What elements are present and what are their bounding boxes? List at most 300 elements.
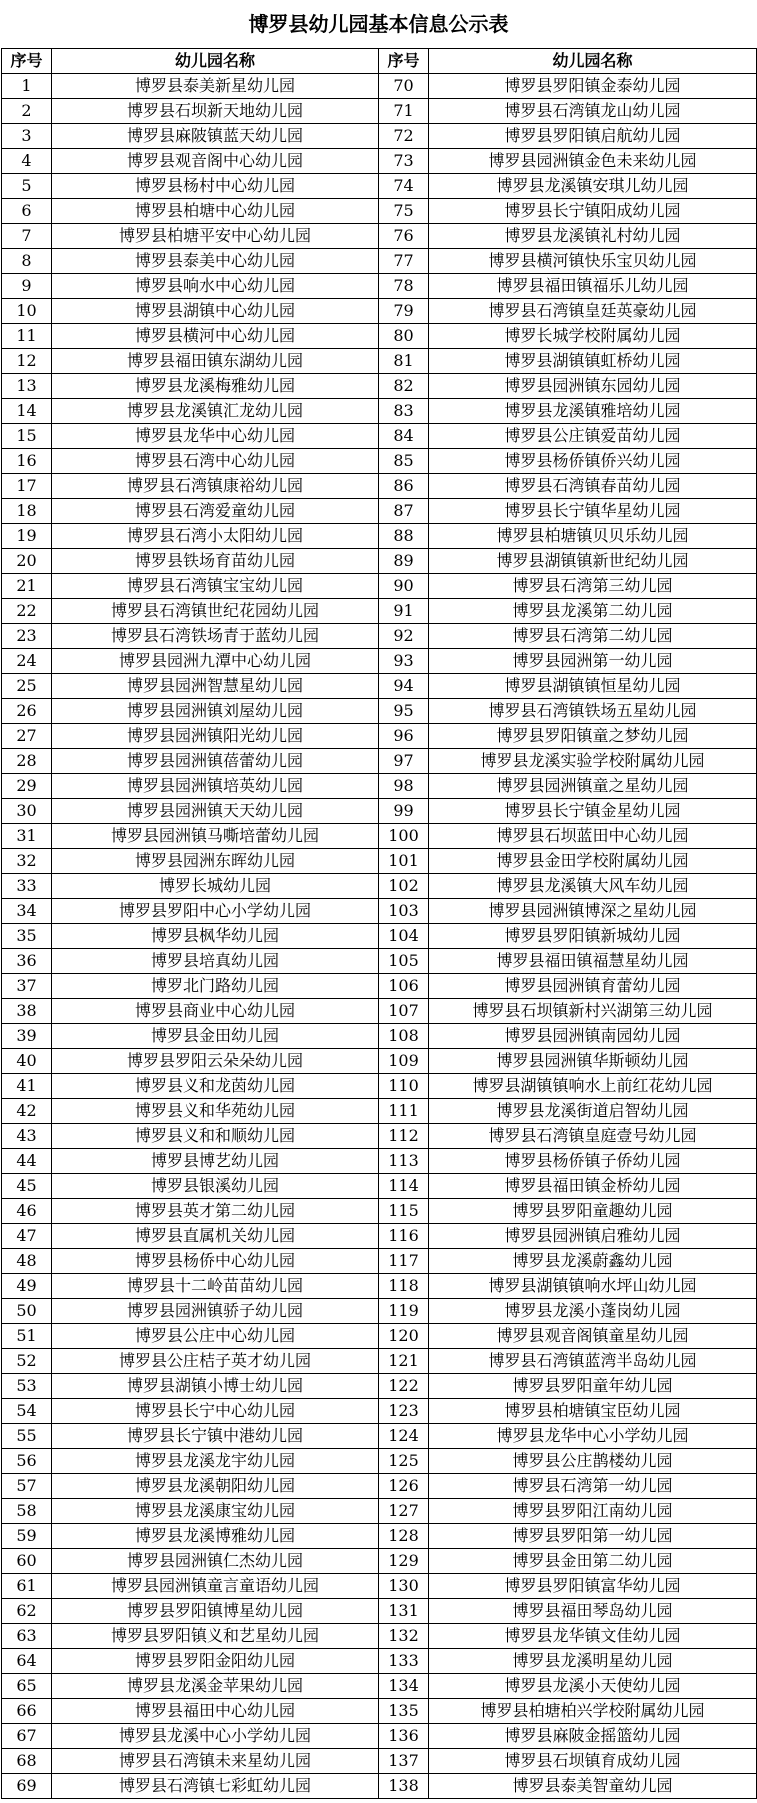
row-number-right: 105 [379,949,429,974]
table-row [2,74,757,99]
row-number-left: 25 [2,674,52,699]
kindergarten-name-right: 博罗县石湾第二幼儿园 [429,624,757,649]
header-no-right: 序号 [379,49,429,74]
kindergarten-name-right: 博罗县金田第二幼儿园 [429,1549,757,1574]
row-number-left: 66 [2,1699,52,1724]
table-row [2,574,757,599]
kindergarten-name-left: 博罗县园洲镇蓓蕾幼儿园 [52,749,379,774]
kindergarten-name-right: 博罗县园洲镇南园幼儿园 [429,1024,757,1049]
kindergarten-name-left: 博罗县罗阳金阳幼儿园 [52,1649,379,1674]
kindergarten-name-right: 博罗县龙溪街道启智幼儿园 [429,1099,757,1124]
row-number-left: 13 [2,374,52,399]
table-row [2,1524,757,1549]
table-row [2,1424,757,1449]
kindergarten-name-right: 博罗县罗阳镇新城幼儿园 [429,924,757,949]
kindergarten-name-right: 博罗县石坝镇育成幼儿园 [429,1749,757,1774]
table-row [2,949,757,974]
row-number-right: 109 [379,1049,429,1074]
kindergarten-name-right: 博罗县龙溪镇礼村幼儿园 [429,224,757,249]
table-row [2,1624,757,1649]
kindergarten-name-left: 博罗县十二岭苗苗幼儿园 [52,1274,379,1299]
row-number-left: 31 [2,824,52,849]
kindergarten-name-right: 博罗县石湾镇蓝湾半岛幼儿园 [429,1349,757,1374]
kindergarten-name-right: 博罗县福田琴岛幼儿园 [429,1599,757,1624]
table-row [2,549,757,574]
row-number-left: 4 [2,149,52,174]
row-number-left: 33 [2,874,52,899]
kindergarten-name-right: 博罗县园洲第一幼儿园 [429,649,757,674]
kindergarten-name-left: 博罗县园洲镇马嘶培蕾幼儿园 [52,824,379,849]
kindergarten-name-left: 博罗县泰美新星幼儿园 [52,74,379,99]
page-title: 博罗县幼儿园基本信息公示表 [248,12,509,36]
row-number-left: 60 [2,1549,52,1574]
table-row [2,974,757,999]
kindergarten-name-right: 博罗长城学校附属幼儿园 [429,324,757,349]
kindergarten-name-right: 博罗县石湾镇皇廷英豪幼儿园 [429,299,757,324]
row-number-left: 28 [2,749,52,774]
row-number-left: 18 [2,499,52,524]
row-number-right: 111 [379,1099,429,1124]
kindergarten-name-left: 博罗县园洲镇天天幼儿园 [52,799,379,824]
row-number-right: 104 [379,924,429,949]
table-row [2,1274,757,1299]
row-number-right: 101 [379,849,429,874]
table-row [2,1324,757,1349]
table-row [2,174,757,199]
row-number-left: 17 [2,474,52,499]
row-number-left: 34 [2,899,52,924]
row-number-right: 88 [379,524,429,549]
table-row [2,124,757,149]
row-number-right: 125 [379,1449,429,1474]
kindergarten-name-right: 博罗县罗阳第一幼儿园 [429,1524,757,1549]
table-row [2,1349,757,1374]
kindergarten-name-right: 博罗县罗阳镇金泰幼儿园 [429,74,757,99]
row-number-left: 19 [2,524,52,549]
table-row [2,1074,757,1099]
row-number-right: 124 [379,1424,429,1449]
table-row [2,1024,757,1049]
row-number-right: 122 [379,1374,429,1399]
row-number-right: 82 [379,374,429,399]
kindergarten-name-right: 博罗县石湾镇铁场五星幼儿园 [429,699,757,724]
kindergarten-name-right: 博罗县园洲镇启雅幼儿园 [429,1224,757,1249]
kindergarten-name-left: 博罗县商业中心幼儿园 [52,999,379,1024]
row-number-left: 39 [2,1024,52,1049]
kindergarten-name-right: 博罗县泰美智童幼儿园 [429,1774,757,1799]
row-number-right: 126 [379,1474,429,1499]
row-number-right: 79 [379,299,429,324]
row-number-left: 1 [2,74,52,99]
kindergarten-name-left: 博罗县园洲镇阳光幼儿园 [52,724,379,749]
table-row [2,849,757,874]
kindergarten-name-left: 博罗县义和龙茵幼儿园 [52,1074,379,1099]
kindergarten-name-right: 博罗县柏塘镇贝贝乐幼儿园 [429,524,757,549]
row-number-right: 103 [379,899,429,924]
row-number-left: 40 [2,1049,52,1074]
table-row [2,1374,757,1399]
table-row [2,1574,757,1599]
row-number-right: 133 [379,1649,429,1674]
table-row [2,199,757,224]
kindergarten-name-left: 博罗县长宁中心幼儿园 [52,1399,379,1424]
table-row [2,1599,757,1624]
kindergarten-name-left: 博罗县杨村中心幼儿园 [52,174,379,199]
row-number-left: 8 [2,249,52,274]
row-number-left: 69 [2,1774,52,1799]
row-number-right: 107 [379,999,429,1024]
table-row [2,349,757,374]
kindergarten-name-right: 博罗县柏塘柏兴学校附属幼儿园 [429,1699,757,1724]
row-number-left: 38 [2,999,52,1024]
table-row [2,1399,757,1424]
table-row [2,1199,757,1224]
kindergarten-name-left: 博罗县罗阳镇博星幼儿园 [52,1599,379,1624]
row-number-left: 2 [2,99,52,124]
row-number-right: 100 [379,824,429,849]
table-row [2,324,757,349]
kindergarten-name-left: 博罗县龙华中心幼儿园 [52,424,379,449]
row-number-left: 23 [2,624,52,649]
kindergarten-name-left: 博罗县石湾镇宝宝幼儿园 [52,574,379,599]
row-number-right: 71 [379,99,429,124]
row-number-left: 43 [2,1124,52,1149]
row-number-left: 12 [2,349,52,374]
kindergarten-name-right: 博罗县罗阳镇启航幼儿园 [429,124,757,149]
row-number-right: 127 [379,1499,429,1524]
kindergarten-name-right: 博罗县园洲镇东园幼儿园 [429,374,757,399]
row-number-right: 95 [379,699,429,724]
kindergarten-name-left: 博罗县麻陂镇蓝天幼儿园 [52,124,379,149]
kindergarten-name-left: 博罗县金田幼儿园 [52,1024,379,1049]
table-row [2,649,757,674]
row-number-left: 20 [2,549,52,574]
kindergarten-name-left: 博罗县柏塘中心幼儿园 [52,199,379,224]
table-row [2,774,757,799]
table-row [2,1774,757,1799]
table-row [2,1099,757,1124]
row-number-left: 58 [2,1499,52,1524]
row-number-left: 45 [2,1174,52,1199]
kindergarten-name-left: 博罗县石湾镇世纪花园幼儿园 [52,599,379,624]
table-row [2,149,757,174]
table-row [2,499,757,524]
table-row [2,249,757,274]
row-number-right: 134 [379,1674,429,1699]
row-number-right: 90 [379,574,429,599]
kindergarten-name-left: 博罗县罗阳镇义和艺星幼儿园 [52,1624,379,1649]
kindergarten-name-left: 博罗县长宁镇中港幼儿园 [52,1424,379,1449]
row-number-left: 57 [2,1474,52,1499]
row-number-right: 75 [379,199,429,224]
table-body [2,74,757,1799]
row-number-right: 93 [379,649,429,674]
kindergarten-name-left: 博罗县石湾镇康裕幼儿园 [52,474,379,499]
table-header-row [2,49,757,74]
kindergarten-name-left: 博罗县直属机关幼儿园 [52,1224,379,1249]
row-number-left: 26 [2,699,52,724]
row-number-right: 84 [379,424,429,449]
row-number-left: 32 [2,849,52,874]
row-number-right: 76 [379,224,429,249]
table-row [2,674,757,699]
row-number-right: 77 [379,249,429,274]
table-row [2,1499,757,1524]
kindergarten-name-left: 博罗县龙溪金苹果幼儿园 [52,1674,379,1699]
kindergarten-name-left: 博罗县园洲镇培英幼儿园 [52,774,379,799]
header-name-right: 幼儿园名称 [429,49,757,74]
kindergarten-name-left: 博罗县英才第二幼儿园 [52,1199,379,1224]
kindergarten-name-right: 博罗县龙溪小天使幼儿园 [429,1674,757,1699]
row-number-left: 21 [2,574,52,599]
kindergarten-name-left: 博罗县石湾镇未来星幼儿园 [52,1749,379,1774]
table-row [2,1674,757,1699]
kindergarten-name-right: 博罗县龙溪第二幼儿园 [429,599,757,624]
row-number-left: 61 [2,1574,52,1599]
kindergarten-name-left: 博罗县石湾镇七彩虹幼儿园 [52,1774,379,1799]
table-row [2,1649,757,1674]
row-number-right: 118 [379,1274,429,1299]
kindergarten-name-right: 博罗县龙溪蔚鑫幼儿园 [429,1249,757,1274]
kindergarten-name-right: 博罗县长宁镇华星幼儿园 [429,499,757,524]
table-row [2,599,757,624]
kindergarten-name-right: 博罗县石湾第三幼儿园 [429,574,757,599]
table-row [2,899,757,924]
table-row [2,1249,757,1274]
kindergarten-name-right: 博罗县湖镇镇恒星幼儿园 [429,674,757,699]
row-number-right: 81 [379,349,429,374]
table-row [2,1224,757,1249]
row-number-left: 64 [2,1649,52,1674]
row-number-right: 99 [379,799,429,824]
row-number-right: 87 [379,499,429,524]
row-number-left: 15 [2,424,52,449]
table-row [2,299,757,324]
kindergarten-name-right: 博罗县罗阳江南幼儿园 [429,1499,757,1524]
row-number-left: 9 [2,274,52,299]
row-number-right: 102 [379,874,429,899]
kindergarten-name-right: 博罗县柏塘镇宝臣幼儿园 [429,1399,757,1424]
row-number-left: 5 [2,174,52,199]
row-number-left: 50 [2,1299,52,1324]
row-number-right: 89 [379,549,429,574]
kindergarten-name-right: 博罗县罗阳童趣幼儿园 [429,1199,757,1224]
kindergarten-name-right: 博罗县湖镇镇虹桥幼儿园 [429,349,757,374]
row-number-left: 47 [2,1224,52,1249]
row-number-left: 63 [2,1624,52,1649]
row-number-left: 59 [2,1524,52,1549]
kindergarten-name-right: 博罗县横河镇快乐宝贝幼儿园 [429,249,757,274]
row-number-left: 49 [2,1274,52,1299]
kindergarten-name-left: 博罗县龙溪博雅幼儿园 [52,1524,379,1549]
row-number-right: 115 [379,1199,429,1224]
row-number-right: 137 [379,1749,429,1774]
kindergarten-name-right: 博罗县杨侨镇侨兴幼儿园 [429,449,757,474]
row-number-right: 106 [379,974,429,999]
header-name-left: 幼儿园名称 [52,49,379,74]
kindergarten-name-right: 博罗县园洲镇博深之星幼儿园 [429,899,757,924]
kindergarten-name-left: 博罗县龙溪中心小学幼儿园 [52,1724,379,1749]
kindergarten-name-left: 博罗县园洲智慧星幼儿园 [52,674,379,699]
row-number-left: 6 [2,199,52,224]
kindergarten-name-left: 博罗县公庄中心幼儿园 [52,1324,379,1349]
row-number-right: 92 [379,624,429,649]
row-number-left: 36 [2,949,52,974]
kindergarten-name-left: 博罗县柏塘平安中心幼儿园 [52,224,379,249]
row-number-left: 29 [2,774,52,799]
row-number-right: 131 [379,1599,429,1624]
row-number-right: 83 [379,399,429,424]
row-number-left: 22 [2,599,52,624]
kindergarten-name-left: 博罗县湖镇小博士幼儿园 [52,1374,379,1399]
table-row [2,874,757,899]
row-number-right: 120 [379,1324,429,1349]
row-number-right: 129 [379,1549,429,1574]
table-row [2,749,757,774]
table-row [2,1724,757,1749]
row-number-left: 52 [2,1349,52,1374]
kindergarten-name-right: 博罗县龙溪明星幼儿园 [429,1649,757,1674]
kindergarten-name-left: 博罗县龙溪龙宇幼儿园 [52,1449,379,1474]
table-row [2,1299,757,1324]
kindergarten-name-left: 博罗县石湾铁场青于蓝幼儿园 [52,624,379,649]
row-number-right: 97 [379,749,429,774]
row-number-right: 130 [379,1574,429,1599]
kindergarten-name-left: 博罗县义和和顺幼儿园 [52,1124,379,1149]
table-row [2,224,757,249]
row-number-right: 73 [379,149,429,174]
kindergarten-name-right: 博罗县石湾第一幼儿园 [429,1474,757,1499]
row-number-left: 42 [2,1099,52,1124]
table-row [2,1749,757,1774]
row-number-left: 11 [2,324,52,349]
table-row [2,1549,757,1574]
row-number-left: 54 [2,1399,52,1424]
kindergarten-name-left: 博罗县湖镇中心幼儿园 [52,299,379,324]
row-number-left: 7 [2,224,52,249]
kindergarten-name-right: 博罗县湖镇镇新世纪幼儿园 [429,549,757,574]
row-number-right: 113 [379,1149,429,1174]
row-number-left: 16 [2,449,52,474]
kindergarten-name-left: 博罗县罗阳中心小学幼儿园 [52,899,379,924]
kindergarten-name-left: 博罗县泰美中心幼儿园 [52,249,379,274]
row-number-left: 14 [2,399,52,424]
row-number-left: 68 [2,1749,52,1774]
table-row [2,1474,757,1499]
table-row [2,524,757,549]
table-row [2,699,757,724]
kindergarten-name-left: 博罗县园洲镇刘屋幼儿园 [52,699,379,724]
table-row [2,1149,757,1174]
kindergarten-name-left: 博罗县横河中心幼儿园 [52,324,379,349]
kindergarten-name-left: 博罗县园洲九潭中心幼儿园 [52,649,379,674]
kindergarten-name-left: 博罗县铁场育苗幼儿园 [52,549,379,574]
row-number-right: 98 [379,774,429,799]
row-number-left: 67 [2,1724,52,1749]
kindergarten-name-left: 博罗北门路幼儿园 [52,974,379,999]
kindergarten-name-right: 博罗县石坝蓝田中心幼儿园 [429,824,757,849]
row-number-left: 55 [2,1424,52,1449]
kindergarten-name-right: 博罗县园洲镇育蕾幼儿园 [429,974,757,999]
table-row [2,1699,757,1724]
row-number-right: 74 [379,174,429,199]
kindergarten-name-right: 博罗县龙溪镇大风车幼儿园 [429,874,757,899]
row-number-right: 121 [379,1349,429,1374]
kindergarten-name-right: 博罗县麻陂金摇篮幼儿园 [429,1724,757,1749]
table-row [2,399,757,424]
kindergarten-name-left: 博罗县石湾小太阳幼儿园 [52,524,379,549]
row-number-right: 85 [379,449,429,474]
row-number-right: 136 [379,1724,429,1749]
table-row [2,1449,757,1474]
row-number-left: 27 [2,724,52,749]
table-row [2,799,757,824]
row-number-left: 30 [2,799,52,824]
row-number-left: 48 [2,1249,52,1274]
kindergarten-name-left: 博罗县龙溪朝阳幼儿园 [52,1474,379,1499]
kindergarten-name-right: 博罗县福田镇福慧星幼儿园 [429,949,757,974]
row-number-right: 110 [379,1074,429,1099]
row-number-right: 112 [379,1124,429,1149]
row-number-right: 86 [379,474,429,499]
kindergarten-name-left: 博罗县福田镇东湖幼儿园 [52,349,379,374]
row-number-left: 10 [2,299,52,324]
kindergarten-name-left: 博罗县石湾爱童幼儿园 [52,499,379,524]
kindergarten-name-left: 博罗县园洲镇仁杰幼儿园 [52,1549,379,1574]
kindergarten-name-left: 博罗县罗阳云朵朵幼儿园 [52,1049,379,1074]
kindergarten-name-right: 博罗县龙溪实验学校附属幼儿园 [429,749,757,774]
kindergarten-name-right: 博罗县长宁镇阳成幼儿园 [429,199,757,224]
row-number-right: 132 [379,1624,429,1649]
row-number-left: 3 [2,124,52,149]
table-row [2,449,757,474]
kindergarten-name-left: 博罗县龙溪康宝幼儿园 [52,1499,379,1524]
kindergarten-name-left: 博罗县响水中心幼儿园 [52,274,379,299]
table-row [2,1174,757,1199]
row-number-right: 70 [379,74,429,99]
kindergarten-name-right: 博罗县石湾镇龙山幼儿园 [429,99,757,124]
kindergarten-name-left: 博罗县园洲镇骄子幼儿园 [52,1299,379,1324]
row-number-right: 78 [379,274,429,299]
kindergarten-name-right: 博罗县观音阁镇童星幼儿园 [429,1324,757,1349]
kindergarten-name-right: 博罗县园洲镇华斯顿幼儿园 [429,1049,757,1074]
table-row [2,474,757,499]
kindergarten-name-left: 博罗县石湾中心幼儿园 [52,449,379,474]
table-row [2,824,757,849]
kindergarten-name-right: 博罗县龙溪小蓬岗幼儿园 [429,1299,757,1324]
row-number-left: 62 [2,1599,52,1624]
kindergarten-name-right: 博罗县公庄镇爱苗幼儿园 [429,424,757,449]
row-number-right: 114 [379,1174,429,1199]
kindergarten-name-right: 博罗县石湾镇春苗幼儿园 [429,474,757,499]
row-number-right: 117 [379,1249,429,1274]
kindergarten-name-right: 博罗县龙溪镇安琪儿幼儿园 [429,174,757,199]
kindergarten-name-left: 博罗长城幼儿园 [52,874,379,899]
row-number-right: 119 [379,1299,429,1324]
kindergarten-name-right: 博罗县龙溪镇雅培幼儿园 [429,399,757,424]
table-row [2,999,757,1024]
kindergarten-name-right: 博罗县石湾镇皇庭壹号幼儿园 [429,1124,757,1149]
kindergarten-name-right: 博罗县罗阳童年幼儿园 [429,1374,757,1399]
kindergarten-name-left: 博罗县观音阁中心幼儿园 [52,149,379,174]
kindergarten-name-left: 博罗县园洲镇童言童语幼儿园 [52,1574,379,1599]
row-number-right: 72 [379,124,429,149]
kindergarten-name-left: 博罗县培真幼儿园 [52,949,379,974]
kindergarten-name-right: 博罗县杨侨镇子侨幼儿园 [429,1149,757,1174]
row-number-left: 51 [2,1324,52,1349]
kindergarten-name-left: 博罗县公庄桔子英才幼儿园 [52,1349,379,1374]
row-number-right: 135 [379,1699,429,1724]
